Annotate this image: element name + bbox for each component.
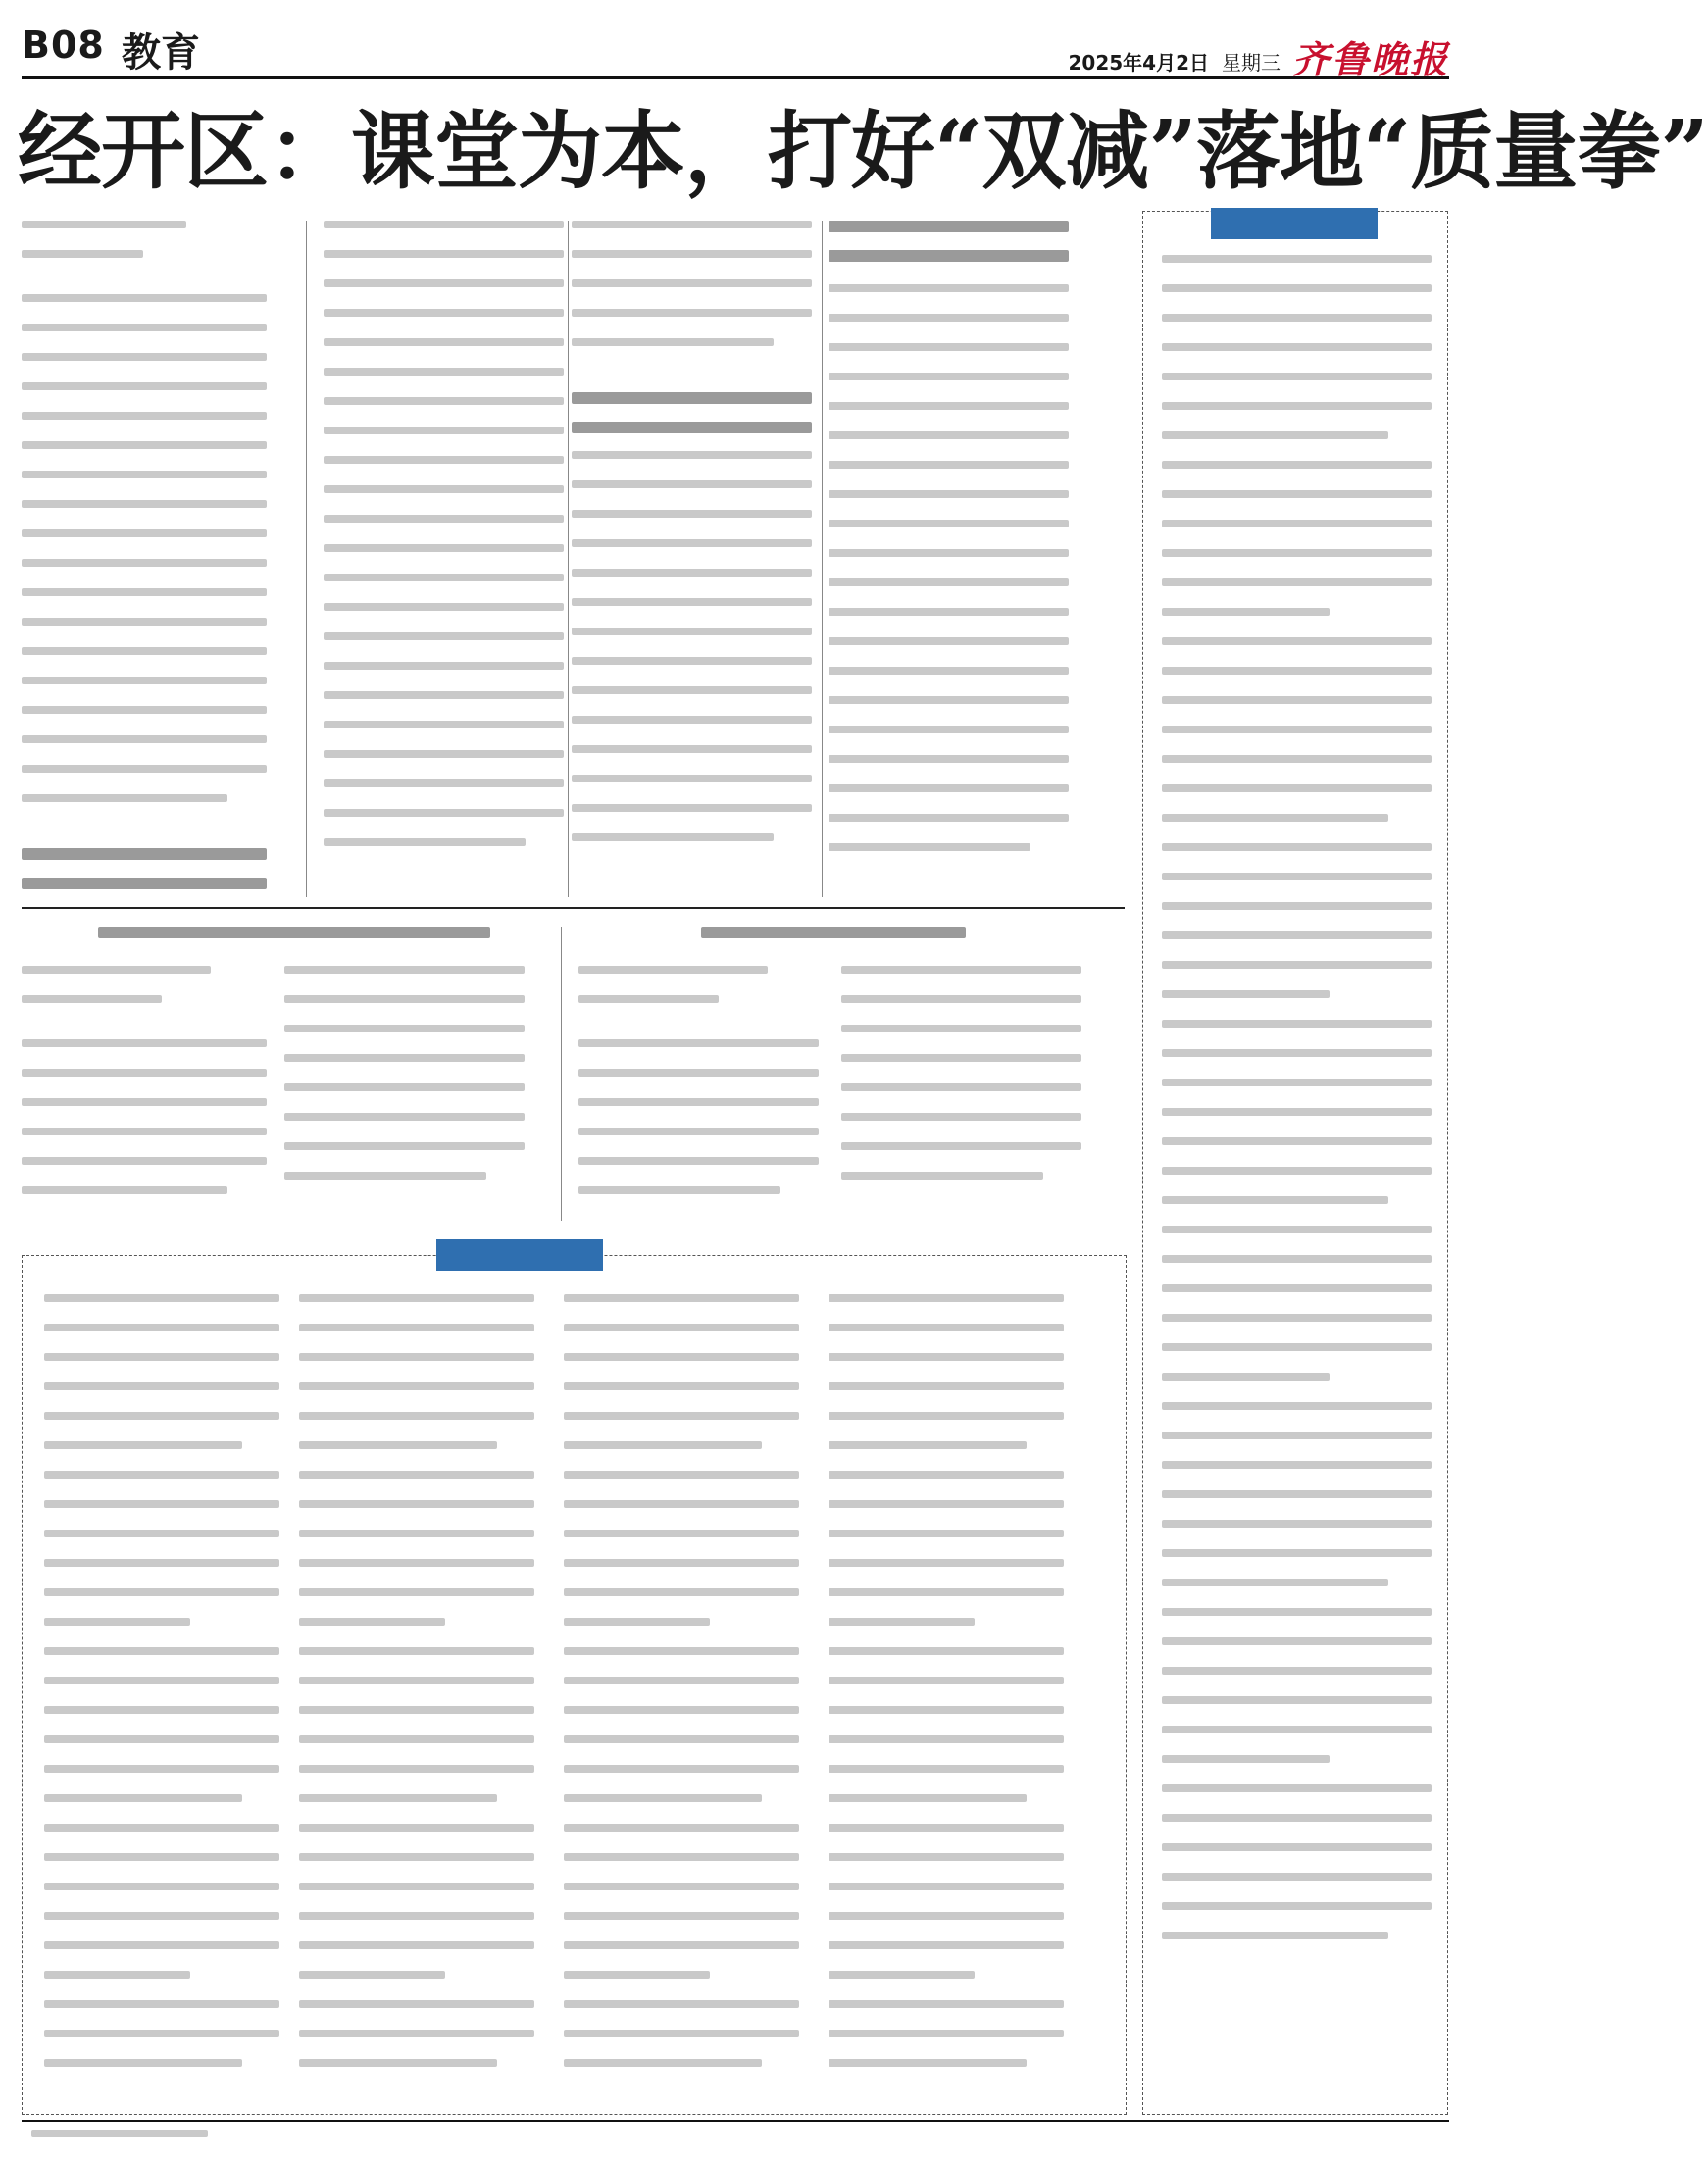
mid-left-article-column-1 bbox=[22, 1039, 267, 1226]
lead-article-column-4 bbox=[829, 284, 1069, 897]
bottom-column-3 bbox=[564, 1294, 799, 2098]
lead-article-column-2 bbox=[324, 221, 564, 897]
masthead-logo: 齐鲁晚报 bbox=[1291, 37, 1449, 81]
bottom-column-2 bbox=[299, 1294, 534, 2098]
mid-right-article-column-1 bbox=[578, 1039, 819, 1226]
column-divider bbox=[822, 221, 823, 897]
lead-article-subhead-2 bbox=[572, 392, 812, 446]
sidebar-text bbox=[1162, 255, 1432, 2098]
mid-left-article-column-2 bbox=[284, 966, 525, 1226]
bottom-column-1 bbox=[44, 1294, 279, 2098]
column-divider bbox=[568, 221, 569, 897]
lead-article-column-3-bottom bbox=[572, 451, 812, 897]
lead-article-column-3-top bbox=[572, 221, 812, 387]
column-divider bbox=[561, 927, 562, 1221]
mid-left-article-byline bbox=[22, 966, 247, 1025]
section-name: 教育 bbox=[122, 29, 200, 75]
sidebar-banner bbox=[1211, 208, 1378, 239]
mid-left-article-headline bbox=[98, 927, 490, 951]
lead-article-subhead-3 bbox=[829, 221, 1069, 275]
lead-article-column-1 bbox=[22, 294, 267, 843]
editor-credit bbox=[31, 2130, 208, 2137]
page-code: B08 bbox=[22, 24, 105, 67]
main-headline: 经开区：课堂为本，打好“双减”落地“质量拳” bbox=[18, 102, 1708, 201]
bottom-banner bbox=[436, 1239, 603, 1271]
mid-right-article-column-2 bbox=[841, 966, 1081, 1226]
column-divider bbox=[306, 221, 307, 897]
lead-article-byline bbox=[22, 221, 218, 279]
bottom-column-4 bbox=[829, 1294, 1064, 2098]
section-rule bbox=[22, 907, 1125, 909]
lead-article-subhead-1 bbox=[22, 848, 267, 902]
issue-weekday: 星期三 bbox=[1222, 51, 1281, 75]
page-header bbox=[22, 20, 1449, 79]
page-footer bbox=[22, 2120, 1449, 2143]
mid-right-article-headline bbox=[701, 927, 966, 951]
mid-right-article-byline bbox=[578, 966, 804, 1025]
issue-date: 2025年4月2日 bbox=[1068, 51, 1209, 75]
